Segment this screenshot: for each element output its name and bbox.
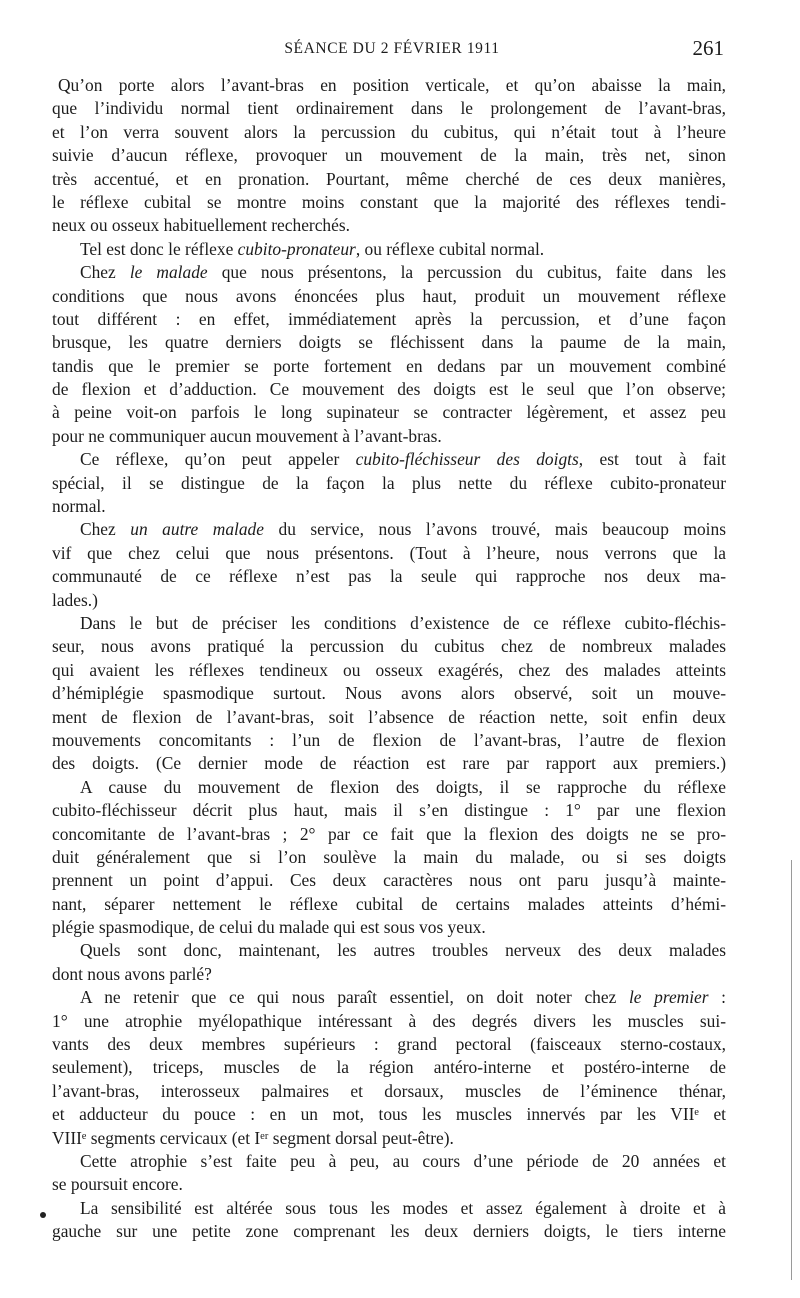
text-line: lades.) [52, 589, 98, 610]
page-edge-line [791, 860, 792, 1280]
text-line: et adducteur du pouce : en un mot, tous les muscles innervés par les VIIᵉ et [52, 1104, 726, 1125]
text-line: de flexion et d’adduction. Ce mouvement des doigts est le seul que l’on observe; [52, 379, 726, 400]
text-line: tout différent : en effet, immédiatement après la percussion, et d’une façon [52, 308, 726, 329]
text-line: conditions que nous avons énoncées plus haut, produit un mouvement réflexe [52, 285, 726, 306]
italic-phrase: le malade [129, 262, 208, 283]
text-run: Tel est donc le réflexe [80, 238, 238, 259]
text-line: neux ou osseux habituellement recherchés. [52, 215, 350, 236]
text-run: , ou réflexe cubital normal. [355, 238, 545, 259]
text-line: mouvements concomitants : l’un de flexion de l’avant-bras, l’autre de flexion [52, 729, 726, 750]
text-line: 1° une atrophie myélopathique intéressant à des degrés divers les muscles sui- [52, 1010, 726, 1031]
text-line: d’hémiplégie spasmodique surtout. Nous avons alors observé, soit un mouve- [52, 683, 726, 704]
italic-phrase: cubito-pronateur [237, 238, 356, 259]
text-run: , est tout à fait [578, 449, 726, 470]
text-line: qui avaient les réflexes tendineux ou osseux exagérés, chez des malades atteints [52, 659, 726, 680]
text-line [52, 448, 726, 471]
text-run: Chez [80, 519, 131, 540]
ink-dot [40, 1212, 46, 1218]
text-line: Cette atrophie s’est faite peu à peu, au cours d’une période de 20 années et [80, 1150, 726, 1171]
text-line: des doigts. (Ce dernier mode de réaction est rare par rapport aux premiers.) [52, 753, 726, 774]
text-line: A cause du mouvement de flexion des doigts, il se rapproche du réflexe [80, 776, 726, 797]
text-line: concomitante de l’avant-bras ; 2° par ce fait que la flexion des doigts ne se pro- [52, 823, 726, 844]
text-line: ment de flexion de l’avant-bras, soit l’absence de réaction nette, soit enfin deux [52, 706, 726, 727]
body-text [52, 74, 726, 1244]
text-line: prennent un point d’appui. Ces deux caractères nous ont paru jusqu’à mainte- [52, 870, 726, 891]
page-number: 261 [692, 36, 724, 60]
text-line: se poursuit encore. [52, 1174, 183, 1195]
text-line [52, 238, 726, 261]
italic-phrase: cubito-fléchisseur des doigts [355, 449, 579, 470]
text-line: duit généralement que si l’on soulève la main du malade, ou si ses doigts [52, 846, 726, 867]
text-line: suivie d’aucun réflexe, provoquer un mouvement de la main, très net, sinon [52, 145, 726, 166]
text-line: normal. [52, 496, 106, 517]
text-line: nant, séparer nettement le réflexe cubital de certains malades atteints d’hémi- [52, 893, 726, 914]
text-line: communauté de ce réflexe n’est pas la seule qui rapproche nos deux ma- [52, 566, 726, 587]
running-head [60, 34, 724, 64]
text-line: seur, nous avons pratiqué la percussion du cubitus chez de nombreux malades [52, 636, 726, 657]
running-title: SÉANCE DU 2 FÉVRIER 1911 [284, 40, 500, 57]
italic-phrase: un autre malade [130, 519, 264, 540]
text-line: Quels sont donc, maintenant, les autres troubles nerveux des deux malades [80, 940, 726, 961]
text-line: plégie spasmodique, de celui du malade qui est sous vos yeux. [52, 917, 486, 938]
text-line: l’avant-bras, interosseux palmaires et dorsaux, muscles de l’éminence thénar, [52, 1080, 726, 1101]
text-line: Qu’on porte alors l’avant-bras en position verticale, et qu’on abaisse la main, [58, 75, 726, 95]
text-line: dont nous avons parlé? [52, 963, 212, 984]
text-run: que nous présentons, la percussion du cubitus, faite dans les [207, 262, 727, 283]
text-line: que l’individu normal tient ordinairement dans le prolongement de l’avant-bras, [52, 98, 726, 119]
text-line: à peine voit-on parfois le long supinateur se contracter légèrement, et assez peu [52, 402, 726, 423]
text-line [52, 986, 726, 1009]
text-line: et l’on verra souvent alors la percussion du cubitus, qui n’était tout à l’heure [52, 121, 726, 142]
text-line: vif que chez celui que nous présentons. (Tout à l’heure, nous verrons que la [52, 542, 726, 563]
text-line: VIIIᵉ segments cervicaux (et Iᵉʳ segment dorsal peut-être). [52, 1127, 454, 1148]
text-line: brusque, les quatre derniers doigts se fléchissent dans la paume de la main, [52, 332, 726, 353]
text-run: du service, nous l’avons trouvé, mais beaucoup moins [263, 519, 726, 540]
text-line: spécial, il se distingue de la façon la plus nette du réflexe cubito-pronateur [52, 472, 726, 493]
text-line: cubito-fléchisseur décrit plus haut, mais il s’en distingue : 1° par une flexion [52, 800, 726, 821]
text-line: seulement), triceps, muscles de la région antéro-interne et postéro-interne de [52, 1057, 726, 1078]
text-line: Dans le but de préciser les conditions d’existence de ce réflexe cubito-fléchis- [80, 612, 726, 633]
text-line: gauche sur une petite zone comprenant les deux derniers doigts, le tiers interne [52, 1221, 726, 1242]
text-run: A ne retenir que ce qui nous paraît essentiel, on doit noter chez [80, 987, 629, 1008]
italic-phrase: le premier [628, 987, 709, 1008]
text-run: Ce réflexe, qu’on peut appeler [80, 449, 356, 470]
text-line: le réflexe cubital se montre moins constant que la majorité des réflexes tendi- [52, 191, 726, 212]
text-line [52, 518, 726, 541]
text-line: très accentué, et en pronation. Pourtant, même cherché de ces deux manières, [52, 168, 726, 189]
text-line: vants des deux membres supérieurs : grand pectoral (faisceaux sterno-costaux, [52, 1034, 726, 1055]
text-line: La sensibilité est altérée sous tous les modes et assez également à droite et à [80, 1197, 726, 1218]
text-run: : [708, 987, 727, 1008]
text-line: tandis que le premier se porte fortement en dedans par un mouvement combiné [52, 355, 726, 376]
text-line: pour ne communiquer aucun mouvement à l’avant-bras. [52, 425, 442, 446]
text-run: Chez [80, 262, 130, 283]
text-line [52, 261, 726, 284]
